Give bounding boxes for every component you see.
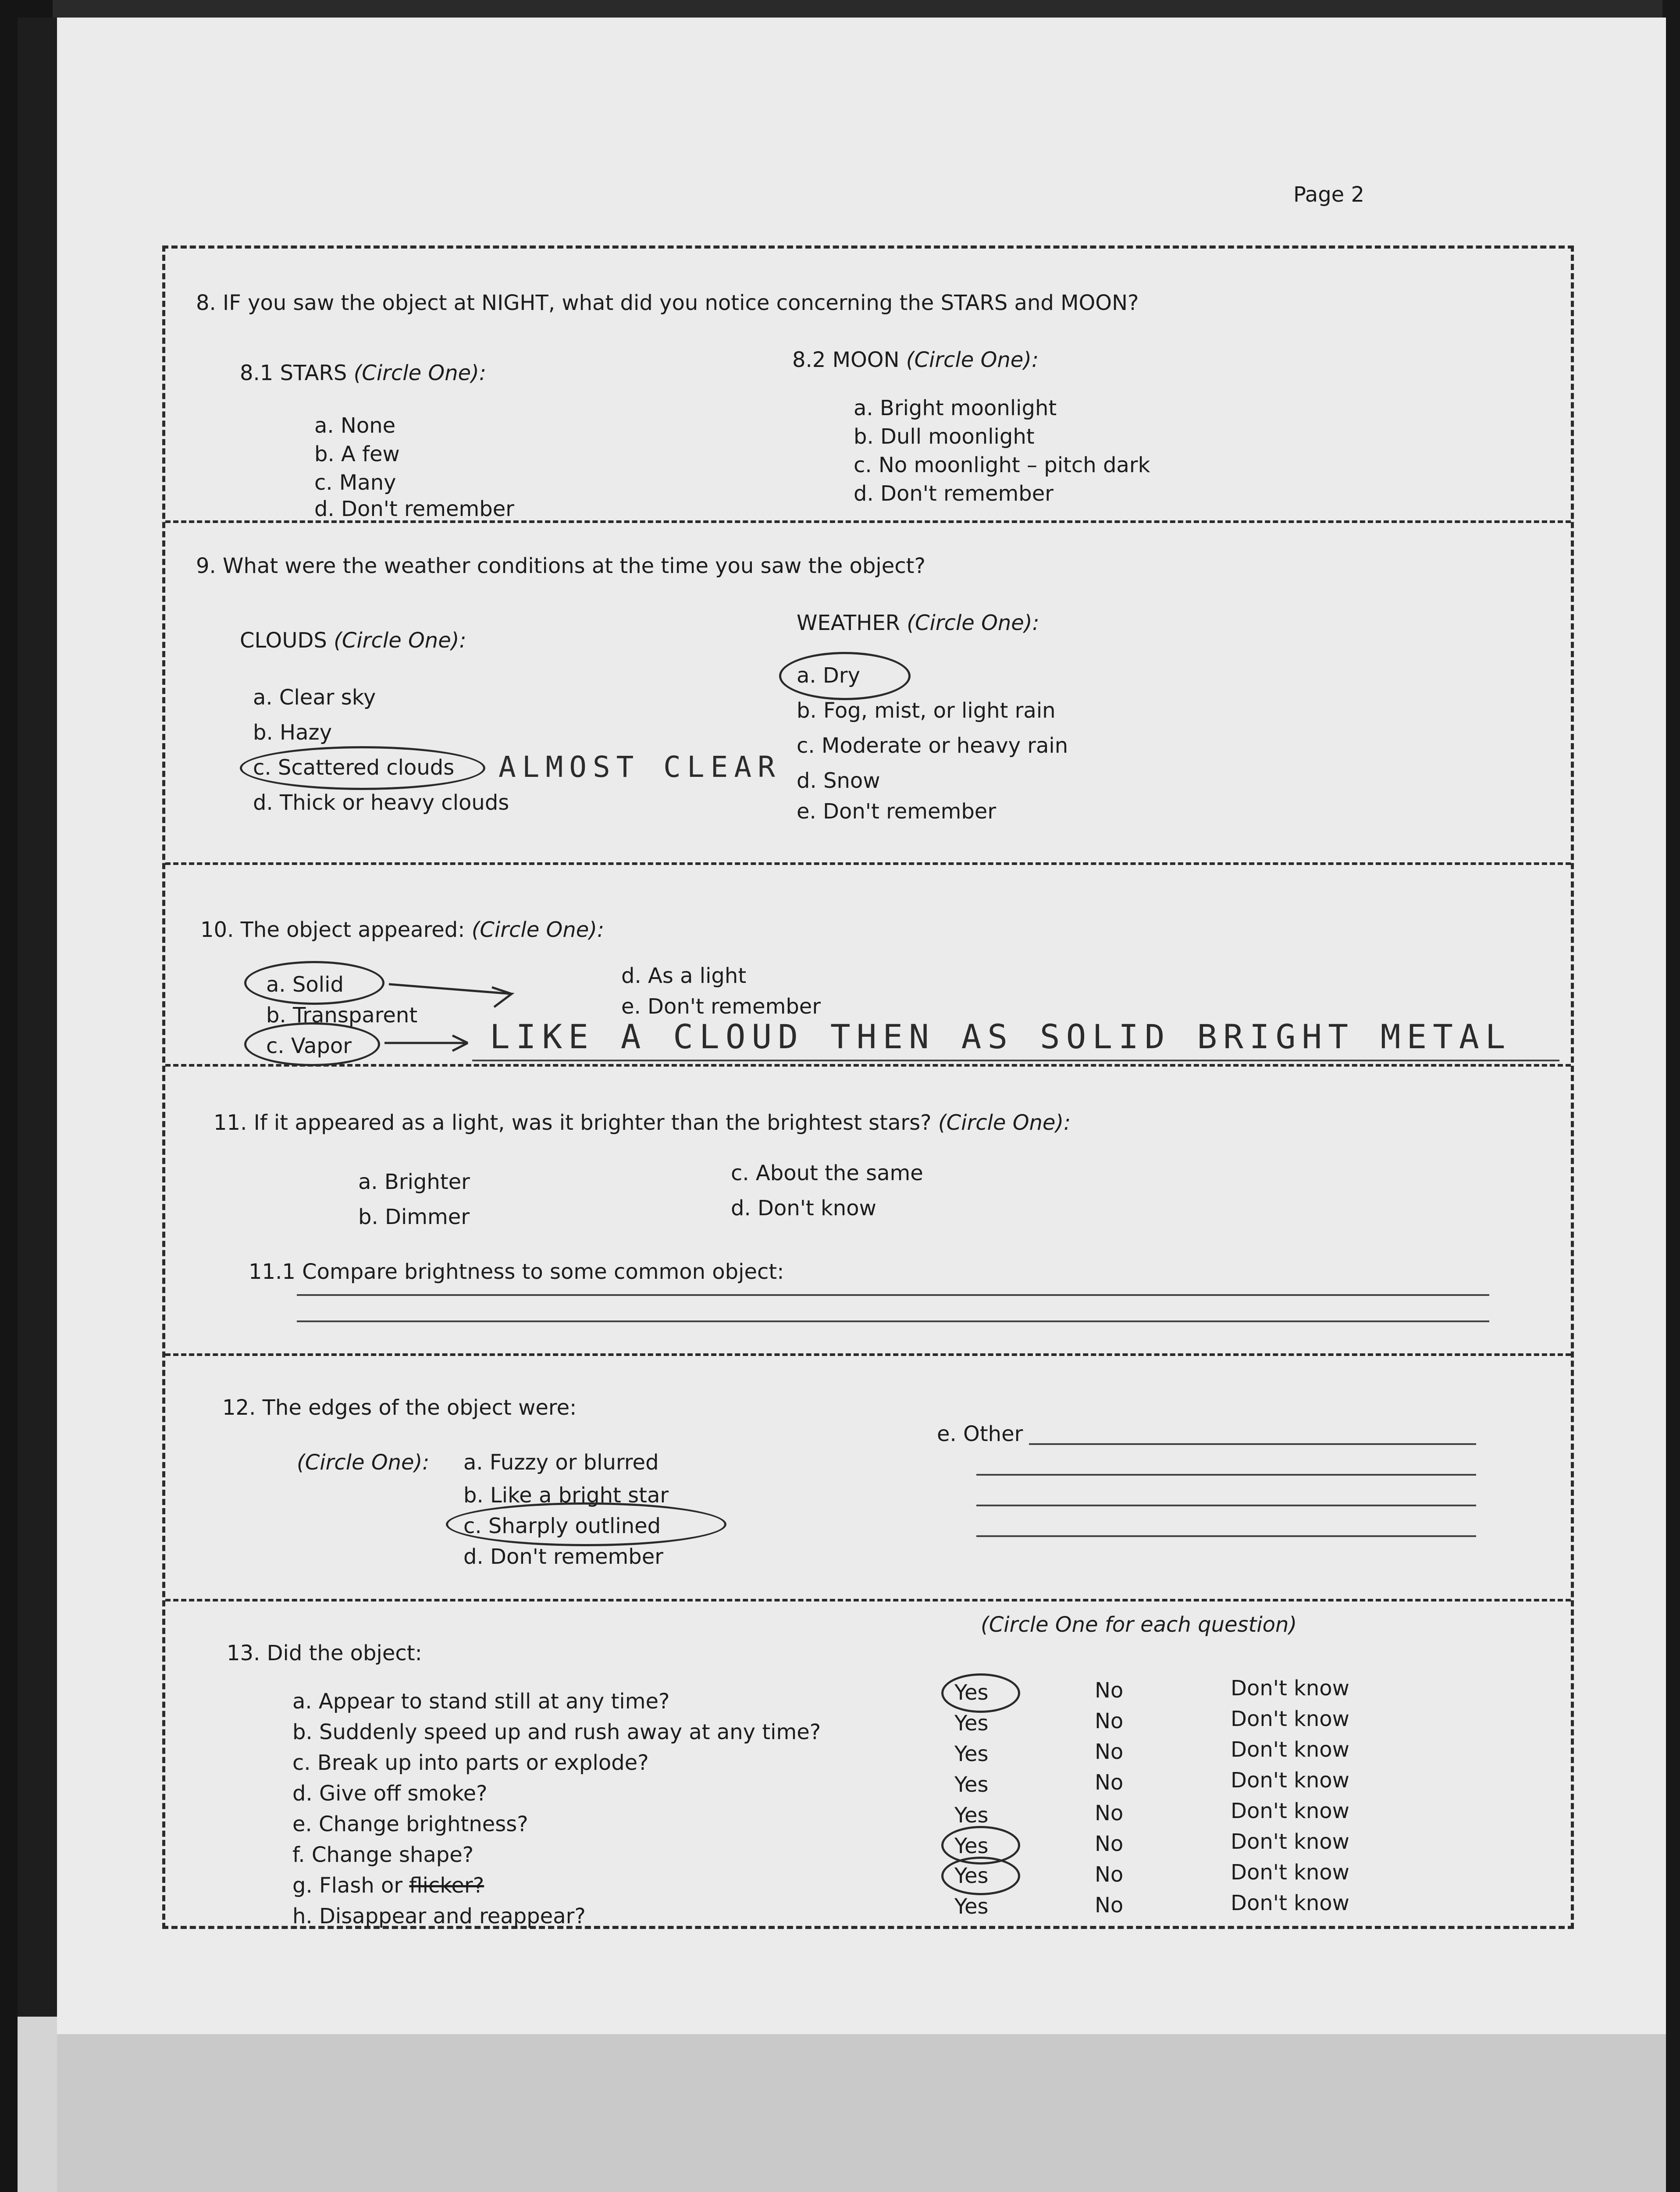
moon-option-a: a. Bright moonlight bbox=[854, 396, 1057, 420]
clouds-option-d: d. Thick or heavy clouds bbox=[253, 790, 509, 815]
q13-item-f: f. Change shape? bbox=[292, 1843, 474, 1867]
q13-c-no: No bbox=[1095, 1740, 1124, 1764]
clouds-label: CLOUDS bbox=[240, 628, 334, 653]
clouds-option-c: c. Scattered clouds bbox=[253, 755, 455, 780]
q13-b-yes: Yes bbox=[954, 1711, 989, 1736]
q13-d-yes: Yes bbox=[954, 1772, 989, 1797]
moon-option-c: c. No moonlight – pitch dark bbox=[854, 453, 1150, 477]
clouds-handwritten-note: ALMOST CLEAR bbox=[498, 750, 781, 784]
q11-answer-line-2 bbox=[297, 1320, 1489, 1322]
q13-item-g-text: g. Flash or bbox=[292, 1873, 409, 1898]
q10-arrow-solid-to-transparent bbox=[389, 984, 512, 1007]
q13-item-b: b. Suddenly speed up and rush away at any time? bbox=[292, 1720, 821, 1744]
q13-h-yes: Yes bbox=[954, 1894, 989, 1919]
scanned-paper bbox=[18, 18, 1666, 2192]
form-page bbox=[57, 18, 1666, 2034]
q10-note-underline bbox=[472, 1060, 1559, 1061]
moon-circle-instruction: (Circle One): bbox=[906, 348, 1039, 372]
q13-e-yes: Yes bbox=[954, 1803, 989, 1828]
weather-option-c: c. Moderate or heavy rain bbox=[797, 733, 1068, 758]
q13-d-dont-know: Don't know bbox=[1231, 1768, 1349, 1793]
q12-other-line-4 bbox=[976, 1535, 1476, 1537]
clouds-heading bbox=[240, 630, 466, 651]
q13-f-dont-know: Don't know bbox=[1231, 1829, 1349, 1854]
q13-g-yes-circled-mark bbox=[941, 1857, 1020, 1895]
stars-option-b: b. A few bbox=[314, 442, 400, 466]
q12-other-line-3 bbox=[976, 1505, 1476, 1506]
q13-b-dont-know: Don't know bbox=[1231, 1707, 1349, 1731]
q13-item-c: c. Break up into parts or explode? bbox=[292, 1751, 649, 1775]
question-13-section bbox=[165, 1599, 1571, 1932]
weather-circle-instruction: (Circle One): bbox=[907, 611, 1039, 635]
moon-label: 8.2 MOON bbox=[792, 348, 906, 372]
question-12-text: 12. The edges of the object were: bbox=[222, 1395, 577, 1420]
q13-item-h: h. Disappear and reappear? bbox=[292, 1904, 586, 1929]
moon-heading bbox=[792, 349, 1039, 370]
q13-item-e: e. Change brightness? bbox=[292, 1812, 528, 1836]
q13-e-no: No bbox=[1095, 1801, 1124, 1825]
q13-item-d: d. Give off smoke? bbox=[292, 1781, 488, 1806]
q11-option-c: c. About the same bbox=[731, 1161, 923, 1185]
clouds-c-circled-mark bbox=[240, 746, 485, 790]
q10-option-b: b. Transparent bbox=[266, 1003, 418, 1028]
q10-arrow-vapor-to-note bbox=[384, 1036, 468, 1051]
q12-other-line-2 bbox=[976, 1474, 1476, 1476]
weather-a-circled-mark bbox=[779, 652, 911, 700]
q13-a-yes-circled-mark bbox=[941, 1673, 1020, 1713]
q12-option-d: d. Don't remember bbox=[463, 1544, 663, 1569]
stars-option-c: c. Many bbox=[314, 470, 396, 495]
q12-c-circled-mark bbox=[446, 1502, 726, 1546]
q13-a-no: No bbox=[1095, 1678, 1124, 1703]
question-13-text: 13. Did the object: bbox=[227, 1641, 422, 1665]
q13-g-dont-know: Don't know bbox=[1231, 1860, 1349, 1885]
question-11-circle-instruction: (Circle One): bbox=[938, 1110, 1071, 1135]
q12-option-c: c. Sharply outlined bbox=[463, 1514, 661, 1538]
question-11-heading bbox=[214, 1112, 1071, 1133]
q13-e-dont-know: Don't know bbox=[1231, 1799, 1349, 1823]
weather-option-a: a. Dry bbox=[797, 663, 861, 688]
question-10-text: 10. The object appeared: bbox=[200, 918, 472, 942]
q13-c-dont-know: Don't know bbox=[1231, 1737, 1349, 1762]
q13-circle-instruction: (Circle One for each question) bbox=[981, 1612, 1297, 1637]
moon-option-b: b. Dull moonlight bbox=[854, 424, 1035, 449]
q11-sub-question: 11.1 Compare brightness to some common object: bbox=[249, 1260, 784, 1284]
stars-option-a: a. None bbox=[314, 413, 396, 438]
scan-lower-margin bbox=[57, 2034, 1666, 2192]
q13-item-g bbox=[292, 1875, 484, 1896]
q13-d-no: No bbox=[1095, 1770, 1124, 1795]
q13-item-a: a. Appear to stand still at any time? bbox=[292, 1689, 670, 1714]
q13-a-yes: Yes bbox=[954, 1680, 989, 1705]
stars-circle-instruction: (Circle One): bbox=[353, 361, 487, 385]
question-9-section bbox=[165, 520, 1571, 862]
q13-h-no: No bbox=[1095, 1893, 1124, 1918]
q11-answer-line-1 bbox=[297, 1294, 1489, 1296]
question-11-section bbox=[165, 1064, 1571, 1353]
q10-option-d: d. As a light bbox=[621, 964, 747, 988]
stars-label: 8.1 STARS bbox=[240, 361, 354, 385]
q13-item-g-struck-text: flicker? bbox=[409, 1873, 484, 1898]
question-9-text: 9. What were the weather conditions at the time you saw the object? bbox=[196, 554, 925, 578]
clouds-option-a: a. Clear sky bbox=[253, 685, 376, 710]
q12-other-line-1 bbox=[1029, 1443, 1476, 1445]
scan-shadow bbox=[18, 18, 57, 2017]
q10-handwritten-note: LIKE A CLOUD THEN AS SOLID BRIGHT METAL bbox=[490, 1017, 1512, 1056]
q10-option-a: a. Solid bbox=[266, 972, 344, 997]
weather-option-e: e. Don't remember bbox=[797, 799, 997, 824]
weather-option-b: b. Fog, mist, or light rain bbox=[797, 698, 1056, 723]
q11-option-d: d. Don't know bbox=[731, 1196, 876, 1221]
weather-heading bbox=[797, 612, 1039, 633]
q10-option-c: c. Vapor bbox=[266, 1034, 352, 1058]
stars-heading bbox=[240, 363, 486, 384]
q13-f-yes: Yes bbox=[954, 1834, 989, 1858]
clouds-circle-instruction: (Circle One): bbox=[334, 628, 466, 653]
questionnaire-form bbox=[162, 246, 1574, 1929]
question-11-text: 11. If it appeared as a light, was it brighter than the brightest stars? bbox=[214, 1110, 938, 1135]
q13-b-no: No bbox=[1095, 1709, 1124, 1733]
stars-option-d: d. Don't remember bbox=[314, 497, 514, 521]
q12-option-a: a. Fuzzy or blurred bbox=[463, 1450, 659, 1475]
q12-circle-instruction: (Circle One): bbox=[297, 1450, 430, 1475]
q13-f-no: No bbox=[1095, 1832, 1124, 1856]
q13-g-no: No bbox=[1095, 1862, 1124, 1887]
q10-option-e: e. Don't remember bbox=[621, 994, 821, 1019]
q13-h-dont-know: Don't know bbox=[1231, 1891, 1349, 1915]
question-10-circle-instruction: (Circle One): bbox=[471, 918, 605, 942]
question-8-section bbox=[165, 249, 1571, 520]
q12-option-b: b. Like a bright star bbox=[463, 1483, 669, 1508]
moon-option-d: d. Don't remember bbox=[854, 481, 1054, 506]
q13-a-dont-know: Don't know bbox=[1231, 1676, 1349, 1701]
q11-option-b: b. Dimmer bbox=[358, 1205, 470, 1229]
question-10-section bbox=[165, 862, 1571, 1064]
weather-option-d: d. Snow bbox=[797, 769, 880, 793]
clouds-option-b: b. Hazy bbox=[253, 720, 332, 745]
page-number: Page 2 bbox=[1293, 182, 1364, 207]
q13-g-yes: Yes bbox=[954, 1864, 989, 1888]
q12-option-other: e. Other bbox=[937, 1422, 1023, 1446]
weather-label: WEATHER bbox=[797, 611, 907, 635]
q11-option-a: a. Brighter bbox=[358, 1170, 470, 1194]
question-8-text: 8. IF you saw the object at NIGHT, what did you notice concerning the STARS and MOON? bbox=[196, 291, 1139, 315]
question-12-section bbox=[165, 1353, 1571, 1599]
q13-c-yes: Yes bbox=[954, 1742, 989, 1766]
